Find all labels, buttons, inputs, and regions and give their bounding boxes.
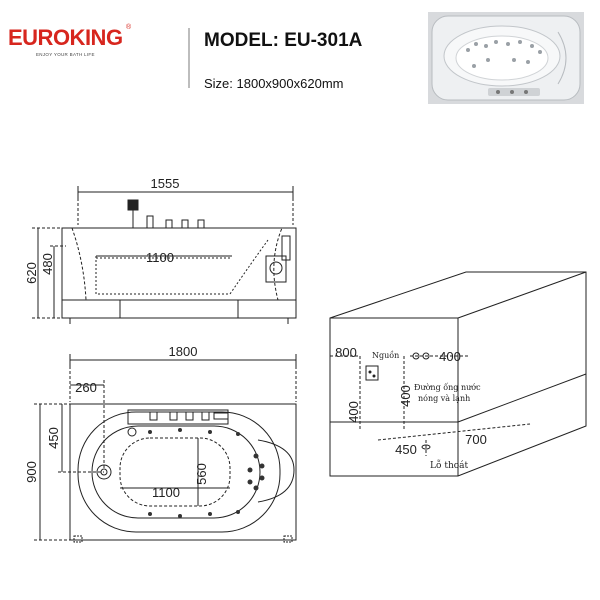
side-height-total: 620 bbox=[24, 262, 39, 284]
top-inner-width: 560 bbox=[194, 463, 209, 485]
power-socket-icon bbox=[366, 366, 378, 380]
install-floor-b: 700 bbox=[465, 432, 487, 447]
install-power-height: 800 bbox=[335, 345, 357, 360]
install-drain-label: Lỗ thoát bbox=[430, 461, 469, 471]
tub-side-outline bbox=[62, 228, 296, 318]
top-view bbox=[34, 354, 296, 542]
top-width-total: 900 bbox=[24, 461, 39, 483]
brand-name: EUROKING bbox=[8, 25, 123, 50]
top-drain-offset: 260 bbox=[75, 380, 97, 395]
tub-apron bbox=[120, 300, 238, 318]
side-overall-length: 1555 bbox=[150, 176, 180, 191]
install-power-label: Nguồn bbox=[372, 351, 400, 360]
size-text: Size: 1800x900x620mm bbox=[204, 76, 344, 91]
side-inner-length: 1100 bbox=[146, 250, 174, 265]
install-floor-a: 450 bbox=[395, 442, 417, 457]
top-inner-length: 1100 bbox=[152, 485, 180, 500]
model-title: MODEL: EU-301A bbox=[204, 30, 363, 51]
install-pipe-label-1: Đường ống nước bbox=[414, 383, 481, 392]
side-height-inner: 480 bbox=[40, 253, 55, 275]
install-pipe-label-2: nóng và lạnh bbox=[418, 394, 471, 403]
install-mid-height: 400 bbox=[398, 385, 413, 407]
top-overall-length: 1800 bbox=[168, 344, 198, 359]
brand-tagline: ENJOY YOUR BATH LIFE bbox=[36, 52, 95, 57]
top-height-left: 450 bbox=[46, 427, 61, 449]
install-pipe-offset: 400 bbox=[439, 349, 461, 364]
tub-basin bbox=[92, 426, 260, 518]
install-left-height: 400 bbox=[346, 401, 361, 423]
registered-mark: ® bbox=[126, 24, 132, 31]
faucet-icon bbox=[128, 200, 138, 210]
install-view bbox=[330, 272, 586, 476]
